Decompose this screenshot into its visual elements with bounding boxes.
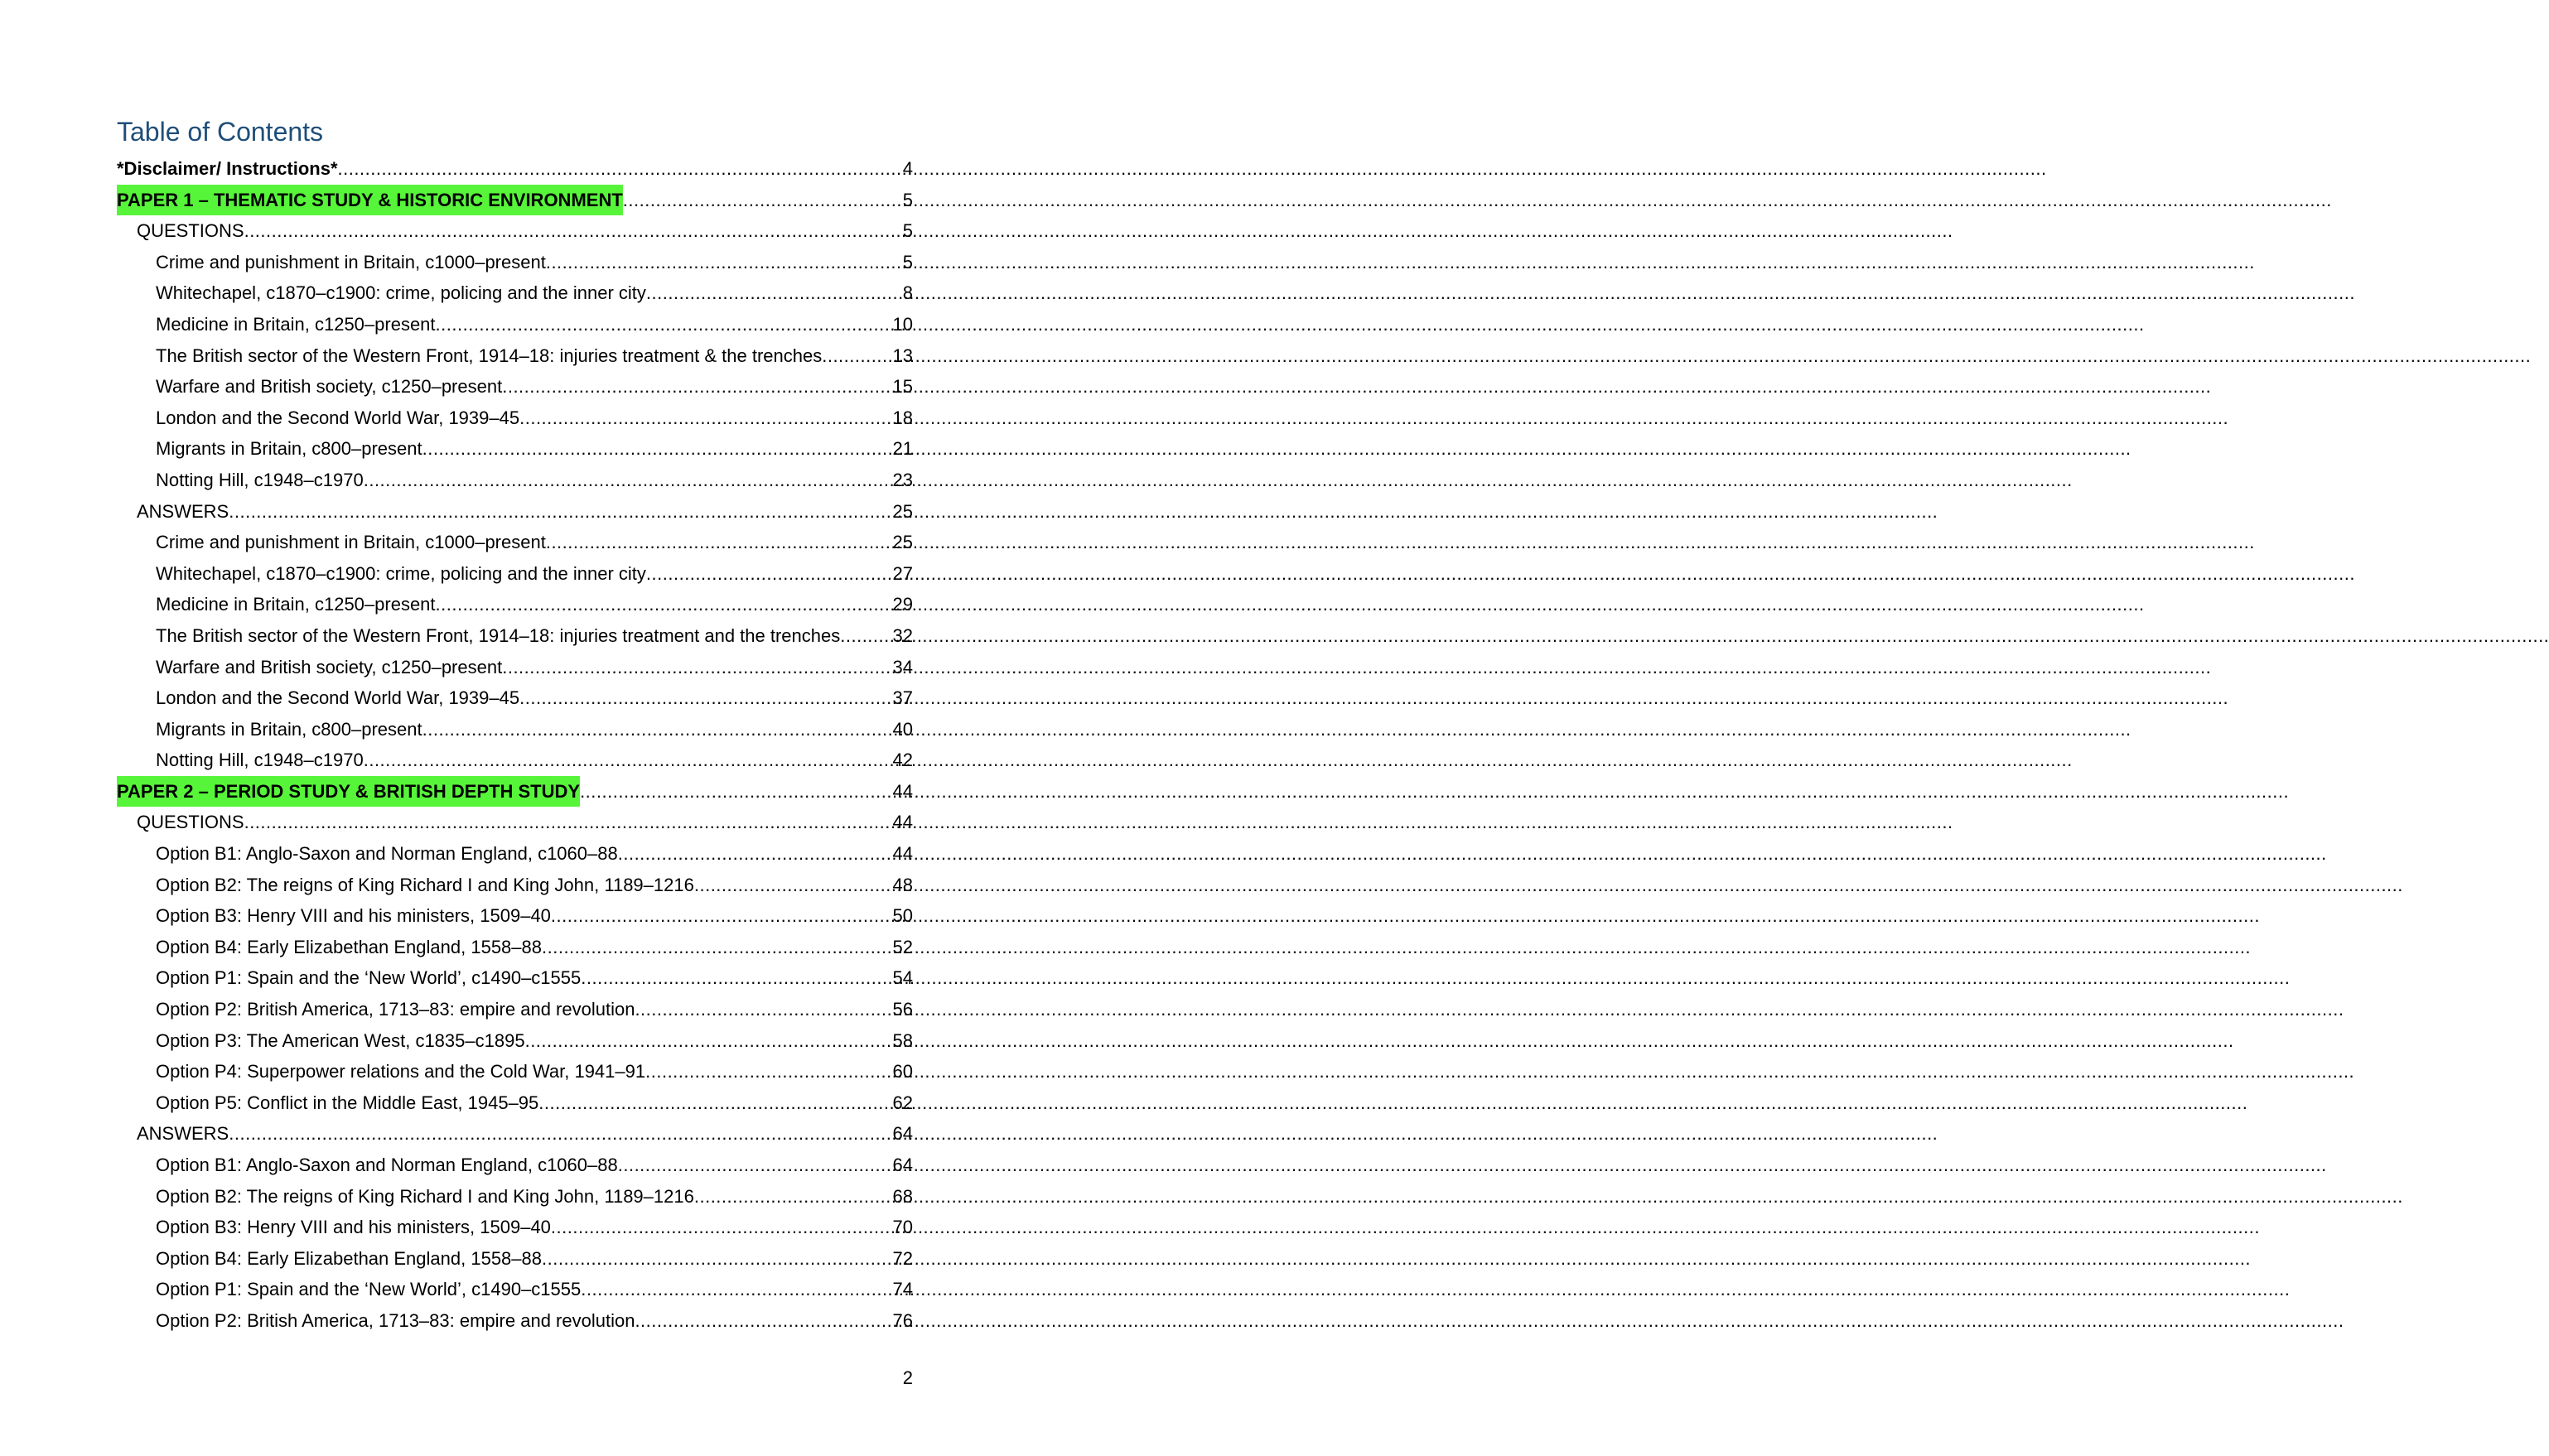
toc-entry-label: Medicine in Britain, c1250–present [156, 313, 436, 335]
toc-leader-dots [519, 403, 891, 434]
toc-leader-dots [694, 1181, 891, 1213]
toc-leader-dots [519, 682, 891, 714]
page-number: 2 [902, 1367, 913, 1388]
toc-entry-page: 54 [892, 967, 913, 989]
toc-leader-dots [645, 1056, 891, 1087]
toc-entry-label: Warfare and British society, c1250–present [156, 656, 503, 677]
toc-entry[interactable] [117, 247, 913, 278]
toc-leader-dots [635, 994, 891, 1025]
toc-leader-dots [422, 433, 891, 465]
toc-entry-page: 15 [892, 376, 913, 398]
toc-entry-label: Option B1: Anglo-Saxon and Norman England, c1060–88 [156, 1155, 618, 1175]
toc-entry-page: 44 [892, 780, 913, 802]
toc-entry-page: 40 [892, 718, 913, 740]
toc-entry[interactable] [117, 1243, 913, 1275]
toc-entry[interactable] [117, 309, 913, 340]
toc-entry-page: 64 [892, 1123, 913, 1145]
toc-leader-dots [694, 870, 891, 901]
toc-entry[interactable] [117, 652, 913, 683]
toc-entry-page: 42 [892, 750, 913, 771]
toc-entry-label: Option B4: Early Elizabethan England, 1558–88 [156, 1247, 542, 1269]
toc-leader-dots [581, 1274, 891, 1305]
toc-entry[interactable] [117, 714, 913, 745]
toc-entry-page: 4 [902, 158, 913, 179]
toc-entry-page: 37 [892, 687, 913, 709]
toc-entry-label: Option B3: Henry VIII and his ministers, 1509–40 [156, 1217, 551, 1238]
toc-entry[interactable] [117, 558, 913, 590]
toc-entry-label: The British sector of the Western Front, 1914–18: injuries treatment and the trenches [156, 624, 841, 646]
toc-leader-dots [244, 215, 901, 247]
toc-entry-page: 5 [902, 251, 913, 272]
toc-entry-label: *Disclaimer/ Instructions* [117, 158, 338, 179]
toc-entry[interactable] [117, 371, 913, 403]
toc-entry-label: Option P1: Spain and the ‘New World’, c1490–c1555 [156, 1279, 582, 1300]
toc-entry[interactable] [117, 1305, 913, 1337]
toc-entry[interactable] [117, 589, 913, 620]
toc-entry-page: 10 [892, 313, 913, 335]
toc-entry[interactable] [117, 932, 913, 963]
toc-entry[interactable] [117, 340, 913, 372]
toc-entry-label: Option B1: Anglo-Saxon and Norman England, c1060–88 [156, 843, 618, 865]
toc-entry-label: Whitechapel, c1870–c1900: crime, policing and the inner city [156, 562, 646, 584]
toc-entry-page: 27 [892, 562, 913, 584]
toc-leader-dots [244, 807, 891, 838]
toc-leader-dots [436, 589, 891, 620]
toc-entry-label: QUESTIONS [137, 812, 244, 833]
toc-entry-page: 5 [902, 189, 913, 210]
toc-entry[interactable] [117, 745, 913, 776]
toc-entry-page: 56 [892, 999, 913, 1020]
toc-entry[interactable] [117, 994, 913, 1025]
toc-entry-label: Option P2: British America, 1713–83: empire and revolution [156, 1309, 635, 1331]
toc-leader-dots [542, 1243, 891, 1275]
toc-leader-dots [422, 714, 891, 745]
toc-entry-page: 21 [892, 438, 913, 460]
toc-leader-dots [338, 153, 901, 185]
toc-entry-label: Option B2: The reigns of King Richard I and King John, 1189–1216 [156, 1185, 694, 1207]
toc-entry-label: Option P3: The American West, c1835–c1895 [156, 1029, 525, 1051]
toc-entry[interactable] [117, 1181, 913, 1213]
toc-leader-dots [542, 932, 891, 963]
toc-entry-label: ANSWERS [137, 1123, 229, 1145]
toc-leader-dots [229, 496, 891, 528]
toc-leader-dots [646, 277, 901, 309]
toc-entry-label: Medicine in Britain, c1250–present [156, 594, 436, 615]
toc-entry-label: ANSWERS [137, 500, 229, 522]
toc-leader-dots [618, 1150, 891, 1181]
toc-entry[interactable] [117, 1212, 913, 1243]
toc-leader-dots [436, 309, 891, 340]
toc-leader-dots [580, 776, 891, 808]
toc-entry-page: 68 [892, 1185, 913, 1207]
toc-entry[interactable] [117, 1025, 913, 1057]
toc-entry-page: 29 [892, 594, 913, 615]
toc-entry-page: 76 [892, 1309, 913, 1331]
toc-entry-label: Option B3: Henry VIII and his ministers, 1509–40 [156, 905, 551, 927]
toc-entry-page: 34 [892, 656, 913, 677]
toc-entry[interactable] [117, 1274, 913, 1305]
toc-entry[interactable] [117, 403, 913, 434]
toc-entry-label: Option P5: Conflict in the Middle East, 1945–95 [156, 1092, 539, 1113]
toc-leader-dots [618, 838, 891, 870]
toc-entry-label: Notting Hill, c1948–c1970 [156, 750, 364, 771]
toc-entry-label: Option B2: The reigns of King Richard I and King John, 1189–1216 [156, 874, 694, 895]
toc-entry[interactable] [117, 838, 913, 870]
toc-entry[interactable] [117, 185, 913, 216]
toc-entry-page: 64 [892, 1155, 913, 1175]
toc-leader-dots [229, 1118, 891, 1150]
toc-entry[interactable] [117, 433, 913, 465]
toc-entry-page: 44 [892, 843, 913, 865]
toc-entry-label: Option B4: Early Elizabethan England, 1558–88 [156, 936, 542, 957]
toc-entry[interactable] [117, 153, 913, 185]
toc-entry-page: 60 [892, 1061, 913, 1082]
toc-entry-page: 50 [892, 905, 913, 927]
toc-entry-page: 32 [892, 624, 913, 646]
toc-title: Table of Contents [117, 117, 324, 147]
toc-leader-dots [546, 527, 891, 558]
toc-leader-dots [551, 1212, 891, 1243]
toc-entry-label: London and the Second World War, 1939–45 [156, 687, 520, 709]
toc-entry-label: The British sector of the Western Front, 1914–18: injuries treatment & the trenches [156, 345, 823, 366]
toc-leader-dots [551, 900, 891, 932]
toc-entry-page: 70 [892, 1217, 913, 1238]
toc-entry-label: Warfare and British society, c1250–present [156, 376, 503, 398]
toc-entry[interactable] [117, 1056, 913, 1087]
toc-entry-page: 62 [892, 1092, 913, 1113]
toc-entry-label: London and the Second World War, 1939–45 [156, 407, 520, 428]
toc-entry-label: Option P1: Spain and the ‘New World’, c1490–c1555 [156, 967, 582, 989]
toc-entry-label: Migrants in Britain, c800–present [156, 718, 422, 740]
toc-entry[interactable] [117, 870, 913, 901]
toc-entry-page: 52 [892, 936, 913, 957]
toc-entry[interactable] [117, 1118, 913, 1150]
toc-entry[interactable] [117, 1087, 913, 1119]
toc-leader-dots [364, 465, 891, 496]
toc-entry-page: 25 [892, 500, 913, 522]
toc-entry[interactable] [117, 776, 913, 808]
toc-entry[interactable] [117, 527, 913, 558]
toc-entry-page: 58 [892, 1029, 913, 1051]
toc-entry-page: 8 [902, 282, 913, 304]
toc-entry[interactable] [117, 1150, 913, 1181]
toc-entry-label: Migrants in Britain, c800–present [156, 438, 422, 460]
toc-entry-label: PAPER 1 – THEMATIC STUDY & HISTORIC ENVIRONMENT [117, 185, 623, 216]
toc-entry-page: 72 [892, 1247, 913, 1269]
toc-leader-dots [822, 340, 891, 372]
toc-leader-dots [581, 962, 891, 994]
toc-entry-page: 44 [892, 812, 913, 833]
toc-entry-label: Crime and punishment in Britain, c1000–present [156, 532, 546, 553]
toc-entry[interactable] [117, 682, 913, 714]
toc-entry[interactable] [117, 277, 913, 309]
toc-entry-page: 25 [892, 532, 913, 553]
toc-entry-page: 13 [892, 345, 913, 366]
toc-entry-label: QUESTIONS [137, 220, 244, 242]
toc-leader-dots [525, 1025, 891, 1057]
toc-entry-label: Crime and punishment in Britain, c1000–present [156, 251, 546, 272]
toc-entry-label: Option P4: Superpower relations and the Cold War, 1941–91 [156, 1061, 646, 1082]
toc-entry[interactable] [117, 807, 913, 838]
toc-entry-label: Notting Hill, c1948–c1970 [156, 469, 364, 490]
toc-list [117, 153, 913, 1337]
toc-leader-dots [840, 620, 891, 652]
toc-leader-dots [635, 1305, 891, 1337]
toc-leader-dots [502, 652, 891, 683]
toc-entry-label: Whitechapel, c1870–c1900: crime, policing and the inner city [156, 282, 646, 304]
toc-entry-page: 74 [892, 1279, 913, 1300]
toc-leader-dots [502, 371, 891, 403]
toc-entry-label: Option P2: British America, 1713–83: empire and revolution [156, 999, 635, 1020]
toc-leader-dots [364, 745, 891, 776]
toc-entry[interactable] [117, 962, 913, 994]
toc-entry-page: 48 [892, 874, 913, 895]
toc-entry[interactable] [117, 215, 913, 247]
toc-leader-dots [546, 247, 901, 278]
toc-leader-dots [538, 1087, 891, 1119]
toc-entry[interactable] [117, 620, 913, 652]
toc-leader-dots [646, 558, 891, 590]
toc-entry-page: 5 [902, 220, 913, 242]
toc-entry-label: PAPER 2 – PERIOD STUDY & BRITISH DEPTH STUDY [117, 776, 580, 808]
toc-entry[interactable] [117, 900, 913, 932]
toc-entry-page: 18 [892, 407, 913, 428]
toc-entry[interactable] [117, 465, 913, 496]
toc-entry[interactable] [117, 496, 913, 528]
toc-entry-page: 23 [892, 469, 913, 490]
toc-leader-dots [623, 185, 901, 216]
